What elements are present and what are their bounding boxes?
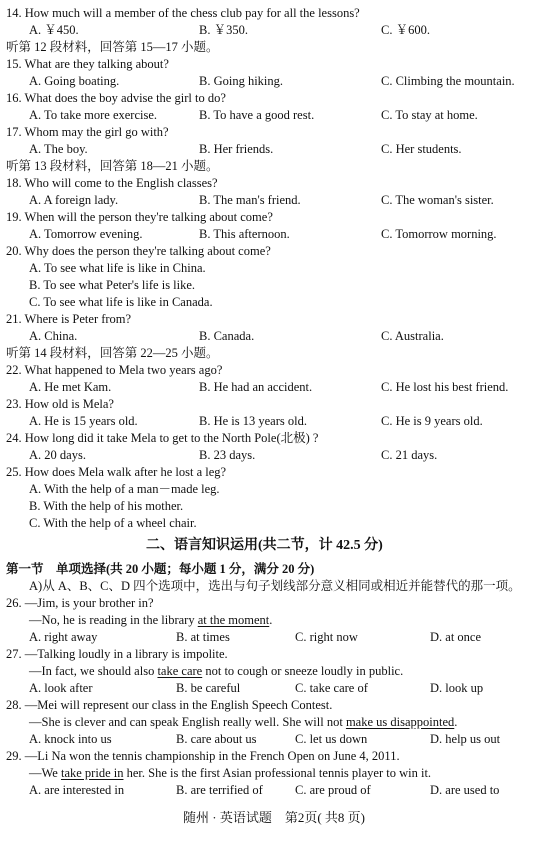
q26-line-2: [29, 612, 272, 628]
section-2-title: 二、语言知识运用(共二节，计 42.5 分): [146, 538, 383, 553]
q14-option-a: A. ￥450.: [29, 23, 79, 37]
q28-option-c: C. let us down: [295, 732, 368, 746]
q24-option-a: A. 20 days.: [29, 448, 86, 462]
q20-option-c: C. To see what life is like in Canada.: [29, 295, 213, 309]
material-14-heading: 听第 14 段材料，回答第 22—25 小题。: [6, 346, 219, 360]
q19-option-a: A. Tomorrow evening.: [29, 227, 143, 241]
q16-option-c: C. To stay at home.: [381, 108, 478, 122]
q16-option-a: A. To take more exercise.: [29, 108, 158, 122]
q28-option-a: A. knock into us: [29, 732, 112, 746]
q21-option-a: A. China.: [29, 329, 78, 343]
q27-option-c: C. take care of: [295, 681, 368, 695]
q26-option-a: A. right away: [29, 630, 98, 644]
q21-option-b: B. Canada.: [199, 329, 255, 343]
q29-text-post: her. She is the first Asian professional tennis player to win it.: [123, 766, 432, 780]
q29-option-c: C. are proud of: [295, 783, 371, 797]
q24-stem: 24. How long did it take Mela to get to the North Pole(北极) ?: [6, 431, 319, 445]
q26-option-d: D. at once: [430, 630, 482, 644]
q22-option-c: C. He lost his best friend.: [381, 380, 509, 394]
q26-line-1: 26. —Jim, is your brother in?: [6, 596, 154, 610]
q23-option-a: A. He is 15 years old.: [29, 414, 138, 428]
q22-stem: 22. What happened to Mela two years ago?: [6, 363, 223, 377]
q19-stem: 19. When will the person they're talking about come?: [6, 210, 273, 224]
q14-option-b: B. ￥350.: [199, 23, 248, 37]
q27-option-a: A. look after: [29, 681, 93, 695]
q22-option-b: B. He had an accident.: [199, 380, 313, 394]
q18-option-b: B. The man's friend.: [199, 193, 301, 207]
q21-option-c: C. Australia.: [381, 329, 444, 343]
q26-text-pre: —No, he is reading in the library: [29, 613, 198, 627]
page-footer: 随州 · 英语试题 第2页( 共8 页): [183, 810, 365, 825]
q14-option-c: C. ￥600.: [381, 23, 430, 37]
q28-option-d: D. help us out: [430, 732, 501, 746]
q25-option-b: B. With the help of his mother.: [29, 499, 184, 513]
q15-option-a: A. Going boating.: [29, 74, 120, 88]
q17-option-a: A. The boy.: [29, 142, 88, 156]
q29-line-2: [29, 765, 431, 781]
material-12-heading: 听第 12 段材料，回答第 15—17 小题。: [6, 40, 219, 54]
q27-underlined-phrase: take care: [157, 664, 203, 678]
q28-option-b: B. care about us: [176, 732, 257, 746]
q29-text-pre: —We: [29, 766, 61, 780]
q26-text-post: .: [269, 613, 273, 627]
q16-stem: 16. What does the boy advise the girl to do?: [6, 91, 226, 105]
q25-option-a: A. With the help of a man－made leg.: [29, 482, 220, 496]
q29-line-1: 29. —Li Na won the tennis championship in the French Open on June 4, 2011.: [6, 749, 400, 763]
q26-underlined-phrase: at the moment: [197, 613, 270, 627]
q20-option-a: A. To see what life is like in China.: [29, 261, 206, 275]
q19-option-b: B. This afternoon.: [199, 227, 290, 241]
q18-stem: 18. Who will come to the English classes?: [6, 176, 218, 190]
part-1-instruction: A)从 A、B、C、D 四个选项中，选出与句子划线部分意义相同或相近并能替代的那一项。: [29, 579, 521, 593]
q17-option-c: C. Her students.: [381, 142, 462, 156]
q25-stem: 25. How does Mela walk after he lost a leg?: [6, 465, 227, 479]
q27-option-b: B. be careful: [176, 681, 241, 695]
q20-stem: 20. Why does the person they're talking about come?: [6, 244, 271, 258]
q25-option-c: C. With the help of a wheel chair.: [29, 516, 197, 530]
part-1-heading: 第一节 单项选择(共 20 小题；每小题 1 分，满分 20 分): [6, 562, 315, 576]
q26-option-c: C. right now: [295, 630, 358, 644]
q27-line-2: [29, 663, 403, 679]
q23-option-b: B. He is 13 years old.: [199, 414, 307, 428]
q17-option-b: B. Her friends.: [199, 142, 274, 156]
q28-text-post: .: [454, 715, 458, 729]
q28-line-1: 28. —Mei will represent our class in the English Speech Contest.: [6, 698, 333, 712]
q16-option-b: B. To have a good rest.: [199, 108, 315, 122]
q29-option-d: D. are used to: [430, 783, 500, 797]
q23-option-c: C. He is 9 years old.: [381, 414, 483, 428]
q14-stem: 14. How much will a member of the chess club pay for all the lessons?: [6, 6, 360, 20]
q28-underlined-phrase: make us disappointed: [345, 715, 455, 729]
q19-option-c: C. Tomorrow morning.: [381, 227, 497, 241]
q28-line-2: [29, 714, 457, 730]
q27-line-1: 27. —Talking loudly in a library is impolite.: [6, 647, 228, 661]
q29-option-a: A. are interested in: [29, 783, 125, 797]
q28-text-pre: —She is clever and can speak English really well. She will not: [29, 715, 346, 729]
q24-option-b: B. 23 days.: [199, 448, 256, 462]
q20-option-b: B. To see what Peter's life is like.: [29, 278, 196, 292]
q27-option-d: D. look up: [430, 681, 484, 695]
q15-option-c: C. Climbing the mountain.: [381, 74, 515, 88]
q15-option-b: B. Going hiking.: [199, 74, 284, 88]
q26-option-b: B. at times: [176, 630, 230, 644]
q18-option-a: A. A foreign lady.: [29, 193, 119, 207]
q27-text-post: not to cough or sneeze loudly in public.: [202, 664, 404, 678]
q21-stem: 21. Where is Peter from?: [6, 312, 132, 326]
q18-option-c: C. The woman's sister.: [381, 193, 494, 207]
q27-text-pre: —In fact, we should also: [29, 664, 158, 678]
q23-stem: 23. How old is Mela?: [6, 397, 114, 411]
q22-option-a: A. He met Kam.: [29, 380, 112, 394]
q15-stem: 15. What are they talking about?: [6, 57, 169, 71]
q29-option-b: B. are terrified of: [176, 783, 263, 797]
q29-underlined-phrase: take pride in: [60, 766, 124, 780]
material-13-heading: 听第 13 段材料，回答第 18—21 小题。: [6, 159, 219, 173]
q24-option-c: C. 21 days.: [381, 448, 438, 462]
q17-stem: 17. Whom may the girl go with?: [6, 125, 169, 139]
